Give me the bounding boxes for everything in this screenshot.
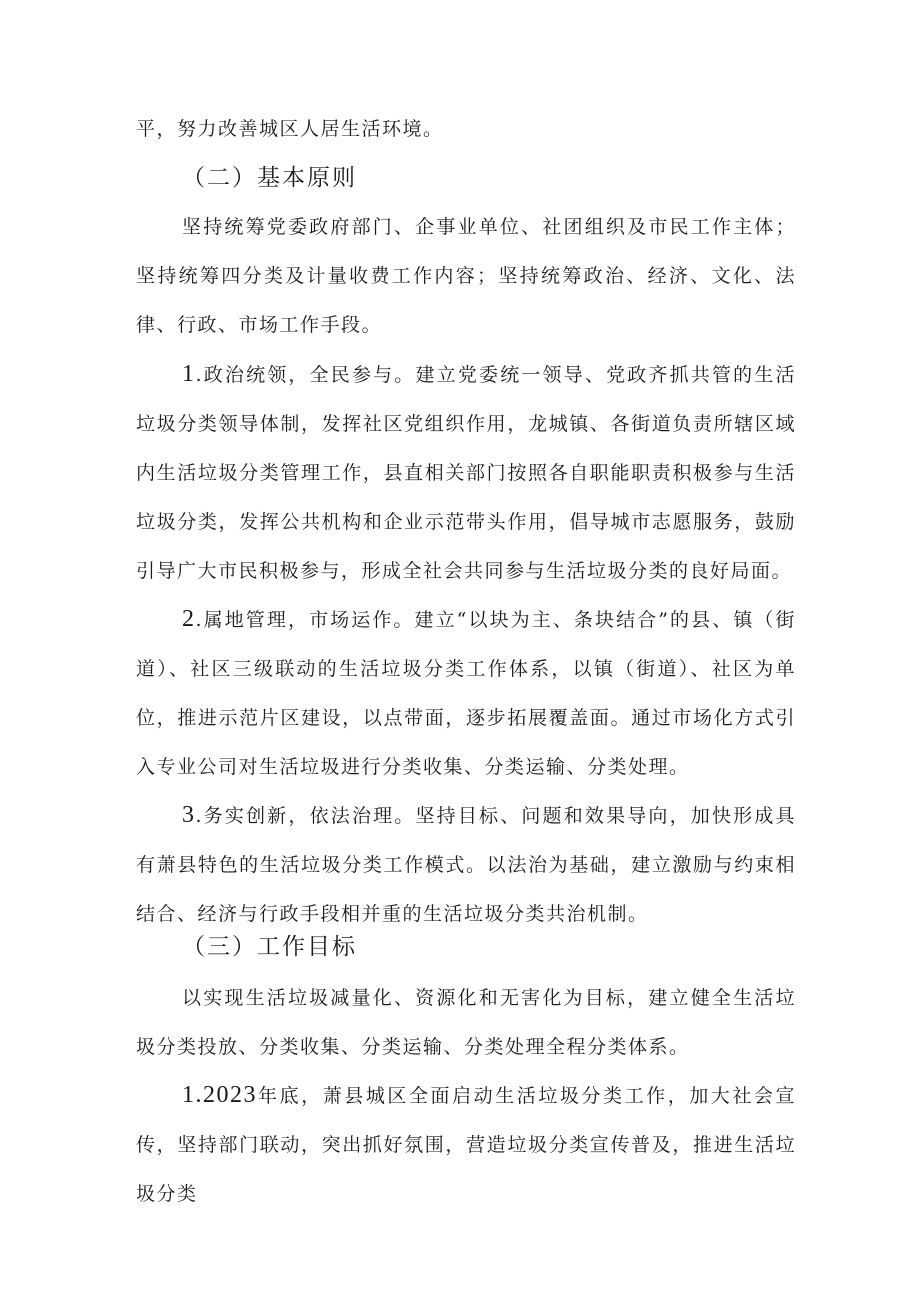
- paragraph-goals-intro: 以实现生活垃圾减量化、资源化和无害化为目标，建立健全生活垃圾分类投放、分类收集、分类运输、分类处理全程分类体系。: [136, 987, 796, 1058]
- item-number: 1: [182, 361, 196, 387]
- item-number: 1.2023: [182, 1082, 257, 1108]
- section-heading-work-goals: （三）工作目标: [182, 934, 357, 960]
- paragraph-goal-1: 1.2023年底，萧县城区全面启动生活垃圾分类工作，加大社会宣传，坚持部门联动，突出抓好氛围，营造垃圾分类宣传普及，推进生活垃圾分类: [136, 1082, 796, 1205]
- section-heading-basic-principles: （二）基本原则: [182, 165, 357, 191]
- paragraph-continuation: 平，努力改善城区人居生活环境。: [136, 118, 444, 140]
- paragraph-principle-2: 2.属地管理，市场运作。建立“以块为主、条块结合”的县、镇（街道）、社区三级联动的生活垃圾分类工作体系，以镇（街道）、社区为单位，推进示范片区建设，以点带面，逐步拓展覆盖面。通过市场化方式引入专业公司对生活垃圾进行分类收集、分类运输、分类处理。: [136, 606, 796, 778]
- paragraph-principle-1: 1.政治统领，全民参与。建立党委统一领导、党政齐抓共管的生活垃圾分类领导体制，发挥社区党组织作用，龙城镇、各街道负责所辖区域内生活垃圾分类管理工作，县直相关部门按照各自职能职责积极参与生活垃圾分类，发挥公共机构和企业示范带头作用，倡导城市志愿服务，鼓励引导广大市民积极参与，形成全社会共同参与生活垃圾分类的良好局面。: [136, 361, 796, 582]
- item-number: 2: [182, 606, 196, 632]
- paragraph-principles-intro: 坚持统筹党委政府部门、企事业单位、社团组织及市民工作主体；坚持统筹四分类及计量收费工作内容；坚持统筹政治、经济、文化、法律、行政、市场工作手段。: [136, 216, 796, 336]
- item-number: 3: [182, 802, 196, 828]
- paragraph-principle-3: 3.务实创新，依法治理。坚持目标、问题和效果导向，加快形成具有萧县特色的生活垃圾分类工作模式。以法治为基础，建立激励与约束相结合、经济与行政手段相并重的生活垃圾分类共治机制。: [136, 802, 796, 925]
